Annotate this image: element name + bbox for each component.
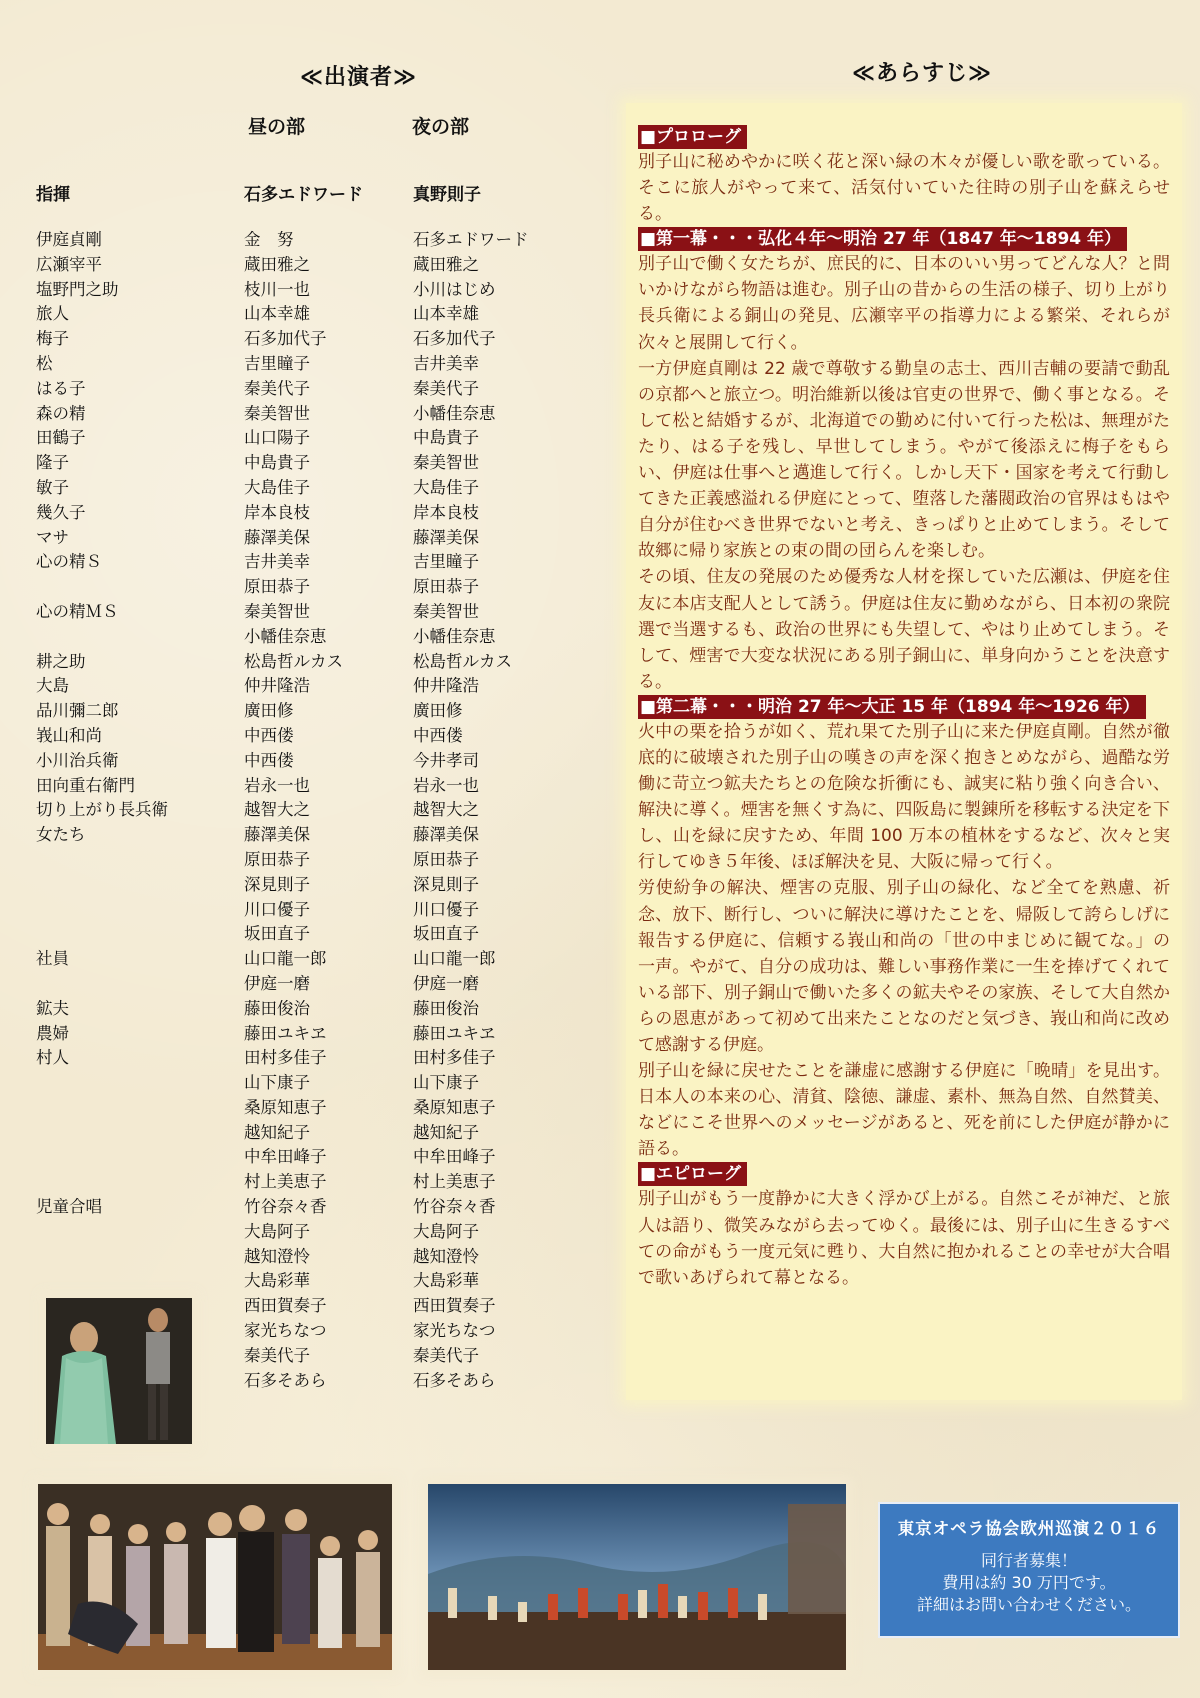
cast-role: 小川治兵衛	[36, 750, 119, 770]
cast-night-performer: 山本幸雄	[413, 304, 479, 324]
cast-role: 隆子	[36, 453, 69, 473]
cast-day-performer: 中牟田峰子	[244, 1147, 327, 1167]
cast-role: 社員	[36, 949, 69, 969]
cast-day-performer: 松島哲ルカス	[244, 651, 343, 671]
cast-day-performer: 秦美智世	[244, 403, 310, 423]
cast-role: 峩山和尚	[36, 725, 102, 745]
cast-day-performer: 桑原知恵子	[244, 1097, 327, 1117]
cast-role	[36, 625, 168, 650]
synopsis-paragraph: 労使紛争の解決、煙害の克服、別子山の緑化、など全てを熟慮、祈念、放下、断行し、ついに解決に導けたことを、帰阪して誇らしげに報告する伊庭に、信頼する峩山和尚の「世の中まじめに観てな。」の一声。やがて、自分の成功は、難しい事務作業に一生を捧げてくれている部下、別子銅山で働いた多くの鉱夫やその家族、そして大自然からの恩恵があって初めて出来たことなのだと気づき、峩山和尚に改めて感謝する伊庭。	[638, 878, 1170, 1055]
cast-day-performer: 坂田直子	[244, 924, 310, 944]
cast-day-performer: 越知紀子	[244, 1122, 310, 1142]
cast-role	[36, 922, 168, 947]
cast-day-performer: 越智大之	[244, 800, 310, 820]
cast-day-performer: 越知澄怜	[244, 1246, 310, 1266]
synopsis-section-text	[638, 149, 1170, 227]
cast-day-performer: 山本幸雄	[244, 304, 310, 324]
cast-day-performer: 岸本良枝	[244, 502, 310, 522]
cast-night-performer: 村上美恵子	[413, 1172, 496, 1192]
cast-day-performer: 秦美代子	[244, 1345, 310, 1365]
cast-role	[36, 1269, 168, 1294]
cast-night-performer: 田村多佳子	[413, 1048, 496, 1068]
cast-role	[36, 898, 168, 923]
cast-night-performer: 藤田ユキヱ	[413, 1023, 496, 1043]
cast-role: 伊庭貞剛	[36, 230, 102, 249]
cast-role: 切り上がり長兵衛	[36, 800, 168, 820]
cast-day-performer: 山口陽子	[244, 428, 310, 448]
cast-role	[36, 1170, 168, 1195]
cast-day-performer: 原田恭子	[244, 849, 310, 869]
cast-day-performer: 田村多佳子	[244, 1048, 327, 1068]
cast-role: 大島	[36, 676, 69, 696]
synopsis-section-title: ■第二幕・・・明治 27 年～大正 15 年（1894 年～1926 年）	[638, 695, 1146, 719]
cast-night-performer: 川口優子	[413, 899, 479, 919]
synopsis-paragraph: 別子山に秘めやかに咲く花と深い緑の木々が優しい歌を歌っている。そこに旅人がやって来て、活気付いていた往時の別子山を蘇えらせる。	[638, 152, 1170, 225]
cast-role	[36, 1121, 168, 1146]
cast-night-performer: 家光ちなつ	[413, 1321, 496, 1341]
cast-night-performer: 藤澤美保	[413, 527, 479, 547]
cast-day-performer: 藤田俊治	[244, 998, 310, 1018]
cast-day-performer: 吉井美幸	[244, 552, 310, 572]
synopsis-section-text	[638, 251, 1170, 695]
photo-forest-spirit	[46, 1298, 192, 1444]
cast-role: マサ	[36, 527, 69, 547]
conductor-day: 石多エドワード	[244, 185, 363, 205]
cast-night-performer: 松島哲ルカス	[413, 651, 512, 671]
cast-day-performer: 石多加代子	[244, 329, 327, 349]
cast-night-performer: 大島佳子	[413, 477, 479, 497]
photo-stage-scene	[428, 1484, 846, 1670]
cast-day-performer: 大島彩華	[244, 1271, 310, 1291]
cast-role: 広瀬宰平	[36, 254, 102, 274]
cast-day-performer: 蔵田雅之	[244, 254, 310, 274]
cast-role: 松	[36, 353, 53, 373]
night-cast-column	[413, 228, 529, 1393]
cast-night-performer: 吉里瞳子	[413, 552, 479, 572]
cast-day-performer: 中島貴子	[244, 453, 310, 473]
cast-night-performer: 小幡佳奈恵	[413, 403, 496, 423]
cast-role: 女たち	[36, 825, 86, 845]
synopsis-panel	[626, 103, 1182, 1400]
cast-day-performer: 岩永一也	[244, 775, 310, 795]
cast-day-performer: 吉里瞳子	[244, 353, 310, 373]
cast-night-performer: 秦美代子	[413, 1345, 479, 1365]
cast-role: 敏子	[36, 477, 69, 497]
cast-night-performer: 大島阿子	[413, 1221, 479, 1241]
cast-night-performer: 中西偻	[413, 725, 463, 745]
cast-role	[36, 873, 168, 898]
cast-day-performer: 山口龍一郎	[244, 949, 327, 969]
conductor-role: 指揮	[36, 185, 70, 205]
cast-night-performer: 坂田直子	[413, 924, 479, 944]
cast-day-performer: 村上美恵子	[244, 1172, 327, 1192]
synopsis-paragraph: 一方伊庭貞剛は 22 歳で尊敬する勤皇の志士、西川吉輔の要請で動乱の京都へと旅立つ。明治維新以後は官吏の世界で、働く事となる。そして松と結婚するが、北海道での勤めに付いて行った松は、無理がたたり、はる子を残し、早世してしまう。やがて後添えに梅子をもらい、伊庭は仕事へと邁進して行く。しかし天下・国家を考えて行動してきた正義感溢れる伊庭にとって、堕落した藩閥政治の官界はもはや自分が住むべき世界でないと考え、きっぱりと止めてしまう。そして故郷に帰り家族との束の間の団らんを楽しむ。	[638, 358, 1170, 562]
cast-night-performer: 岩永一也	[413, 775, 479, 795]
photo-cast-group	[38, 1484, 392, 1670]
cast-day-performer: 石多そあら	[244, 1370, 327, 1390]
cast-night-performer: 大島彩華	[413, 1271, 479, 1291]
notice-line-1: 同行者募集！	[980, 1551, 1077, 1570]
cast-day-performer: 大島佳子	[244, 477, 310, 497]
cast-role: 森の精	[36, 403, 86, 423]
cast-night-performer: 石多エドワード	[413, 230, 529, 249]
synopsis-section-text	[638, 719, 1170, 1163]
cast-night-performer: 中島貴子	[413, 428, 479, 448]
conductor-night: 真野則子	[413, 185, 481, 205]
cast-role: はる子	[36, 378, 86, 398]
cast-role: 村人	[36, 1048, 69, 1068]
cast-day-performer: 藤田ユキヱ	[244, 1023, 327, 1043]
cast-role	[36, 1096, 168, 1121]
notice-line-2: 費用は約 30 万円です。	[942, 1573, 1116, 1592]
cast-night-performer: 小川はじめ	[413, 279, 496, 299]
cast-role	[36, 1220, 168, 1245]
cast-day-performer: 西田賀奏子	[244, 1296, 327, 1316]
cast-role	[36, 1245, 168, 1270]
cast-night-performer: 山下康子	[413, 1073, 479, 1093]
synopsis-paragraph: 火中の栗を拾うが如く、荒れ果てた別子山に来た伊庭貞剛。自然が徹底的に破壊された別子山の嘆きの声を深く抱きとめながら、過酷な労働に苛立つ鉱夫たちとの危険な折衝にも、誠実に粘り強く向き合い、解決に導く。煙害を無くす為に、四阪島に製錬所を移転する決定を下し、山を緑に戻すため、年間 100 万本の植林をするなど、次々と実行してゆき５年後、ほぼ解決を見、大阪に帰って行く。	[638, 721, 1170, 873]
cast-day-performer: 仲井隆浩	[244, 676, 310, 696]
cast-role	[36, 972, 168, 997]
cast-night-performer: 越知澄怜	[413, 1246, 479, 1266]
cast-role: 心の精ＭＳ	[36, 601, 119, 621]
cast-night-performer: 中牟田峰子	[413, 1147, 496, 1167]
cast-role	[36, 1071, 168, 1096]
cast-night-performer: 秦美代子	[413, 378, 479, 398]
synopsis-paragraph: その頃、住友の発展のため優秀な人材を探していた広瀬は、伊庭を住友に本店支配人として誘う。伊庭は住友に勤めながら、日本初の衆院選で当選するも、政治の世界にも失望して、やはり止めてしまう。そして、煙害で大変な状況にある別子銅山に、単身向かうことを決意する。	[638, 567, 1170, 692]
cast-day-performer: 中西偻	[244, 725, 294, 745]
cast-night-performer: 原田恭子	[413, 849, 479, 869]
cast-night-performer: 岸本良枝	[413, 502, 479, 522]
cast-night-performer: 仲井隆浩	[413, 676, 479, 696]
cast-role: 品川彌二郎	[36, 701, 119, 721]
cast-night-performer: 山口龍一郎	[413, 949, 496, 969]
cast-day-performer: 金 努	[244, 230, 294, 249]
synopsis-paragraph: 別子山を緑に戻せたことを謙虚に感謝する伊庭に「晩晴」を見出す。日本人の本来の心、清貧、陰徳、謙虚、素朴、無為自然、自然賛美、などにこそ世界へのメッセージがあると、死を前にした伊庭が静かに語る。	[638, 1061, 1170, 1160]
cast-day-performer: 小幡佳奈恵	[244, 626, 327, 646]
cast-night-performer: 西田賀奏子	[413, 1296, 496, 1316]
cast-night-performer: 桑原知恵子	[413, 1097, 496, 1117]
cast-role: 幾久子	[36, 502, 86, 522]
cast-role: 児童合唱	[36, 1197, 102, 1217]
cast-day-performer: 伊庭一磨	[244, 973, 310, 993]
cast-day-performer: 大島阿子	[244, 1221, 310, 1241]
cast-day-performer: 藤澤美保	[244, 527, 310, 547]
tour-notice-box	[878, 1502, 1180, 1638]
cast-night-performer: 吉井美幸	[413, 353, 479, 373]
cast-night-performer: 原田恭子	[413, 577, 479, 597]
cast-night-performer: 今井孝司	[413, 750, 479, 770]
cast-day-performer: 川口優子	[244, 899, 310, 919]
cast-role	[36, 575, 168, 600]
cast-role: 塩野門之助	[36, 279, 119, 299]
cast-role	[36, 1145, 168, 1170]
cast-night-performer: 石多加代子	[413, 329, 496, 349]
synopsis-paragraph: 別子山がもう一度静かに大きく浮かび上がる。自然こそが神だ、と旅人は語り、微笑みながら去ってゆく。最後には、別子山に生きるすべての命がもう一度元気に甦り、大自然に抱かれることの幸せが大合唱で歌いあげられて幕となる。	[638, 1189, 1170, 1288]
cast-role: 農婦	[36, 1023, 69, 1043]
cast-heading: ≪出演者≫	[300, 65, 418, 90]
cast-day-performer: 竹谷奈々香	[244, 1197, 327, 1217]
notice-line-3: 詳細はお問い合わせください。	[916, 1595, 1141, 1614]
cast-role: 心の精Ｓ	[36, 552, 102, 572]
synopsis-heading: ≪あらすじ≫	[852, 61, 993, 86]
cast-role	[36, 848, 168, 873]
cast-night-performer: 秦美智世	[413, 453, 479, 473]
cast-day-performer: 廣田修	[244, 701, 294, 721]
cast-day-performer: 秦美代子	[244, 378, 310, 398]
cast-role: 耕之助	[36, 651, 86, 671]
cast-day-performer: 原田恭子	[244, 577, 310, 597]
cast-night-performer: 蔵田雅之	[413, 254, 479, 274]
cast-day-performer: 家光ちなつ	[244, 1321, 327, 1341]
synopsis-section-title: ■エピローグ	[638, 1162, 747, 1186]
cast-night-performer: 竹谷奈々香	[413, 1197, 496, 1217]
day-cast-column	[244, 228, 343, 1393]
cast-role: 鉱夫	[36, 998, 69, 1018]
cast-night-performer: 廣田修	[413, 701, 463, 721]
cast-day-performer: 山下康子	[244, 1073, 310, 1093]
synopsis-section-text	[638, 1186, 1170, 1290]
synopsis-paragraph: 別子山で働く女たちが、庶民的に、日本のいい男ってどんな人？と問いかけながら物語は進む。別子山の昔からの生活の様子、切り上がり長兵衛による銅山の発見、広瀬宰平の指導力による繁栄、それらが次々と展開して行く。	[638, 254, 1170, 353]
role-column	[36, 228, 168, 1393]
notice-title: 東京オペラ協会欧州巡演２０１６	[897, 1519, 1161, 1538]
cast-role: 田鶴子	[36, 428, 86, 448]
synopsis-section-title: ■プロローグ	[638, 125, 747, 149]
cast-day-performer: 藤澤美保	[244, 825, 310, 845]
cast-night-performer: 藤澤美保	[413, 825, 479, 845]
synopsis-section-title: ■第一幕・・・弘化４年～明治 27 年（1847 年～1894 年）	[638, 227, 1127, 251]
night-performance-label: 夜の部	[412, 116, 470, 138]
cast-day-performer: 秦美智世	[244, 601, 310, 621]
cast-day-performer: 枝川一也	[244, 279, 310, 299]
cast-night-performer: 越智大之	[413, 800, 479, 820]
cast-night-performer: 越知紀子	[413, 1122, 479, 1142]
cast-day-performer: 深見則子	[244, 874, 310, 894]
cast-role: 旅人	[36, 304, 69, 324]
cast-night-performer: 伊庭一磨	[413, 973, 479, 993]
cast-role: 田向重右衛門	[36, 775, 135, 795]
cast-role: 梅子	[36, 329, 69, 349]
cast-night-performer: 石多そあら	[413, 1370, 496, 1390]
cast-night-performer: 深見則子	[413, 874, 479, 894]
cast-night-performer: 藤田俊治	[413, 998, 479, 1018]
day-performance-label: 昼の部	[248, 116, 306, 138]
cast-night-performer: 秦美智世	[413, 601, 479, 621]
cast-day-performer: 中西偻	[244, 750, 294, 770]
cast-night-performer: 小幡佳奈恵	[413, 626, 496, 646]
